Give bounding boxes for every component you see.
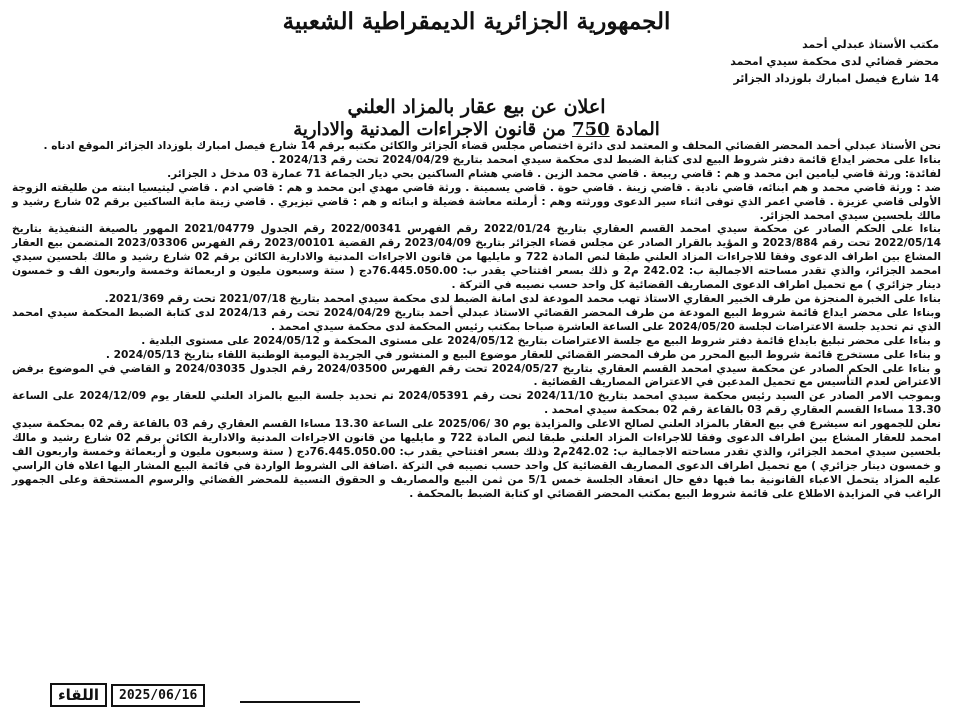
article-number: 750 xyxy=(572,119,610,140)
paragraph-deposit: بناءا على محضر ايداع قائمة دفتر شروط البيع لدى كتابة الضبط لدى محكمة سيدي امحمد بتاريخ 2024/04/29 تحت رقم 2024/13 . xyxy=(271,153,941,166)
paragraph-ruling: و بناءا على الحكم الصادر عن محكمة سيدي امحمد القسم العقاري بتاريخ 2024/05/27 تحت رقم الفهرس 2024/03500 رقم الجدول 2024/03035 و القاضي في الموضوع برفض الاعتراض لعدم التأسيس مع تحميل المدعين في الاعتراض المصاريف القضائية . xyxy=(12,362,941,389)
paragraph-publication: و بناءا على مستخرج قائمة شروط البيع المحرر من طرف المحضر القضائي للعقار موضوع البيع و المنشور في الجريدة اليومية الوطنية اللقاء بتاريخ 2024/05/13 . xyxy=(105,348,941,361)
newspaper-name: اللقاء xyxy=(50,683,107,707)
notice-title-line-2 xyxy=(0,119,953,141)
publication-date: 2025/06/16 xyxy=(111,684,205,707)
notice-title xyxy=(0,95,953,141)
republic-heading: الجمهورية الجزائرية الديمقراطية الشعبية xyxy=(282,8,671,35)
paragraph-beneficiaries: لفائدة: ورثة قاضي ليامين ابن محمد و هم : قاضي ربيعة . قاضي محمد الزين . قاضي هشام الساكنين بحي ديار الجماعة 71 عمارة 03 مدخل د الجزائر. xyxy=(167,167,941,180)
footer xyxy=(50,683,205,707)
footer-divider xyxy=(240,701,360,703)
paragraph-notification: و بناءا على محضر تبليغ بايداع قائمة دفتر شروط البيع مع جلسة الاعتراضات بتاريخ 2024/05/12 على مستوى المحكمة و 2024/05/12 على مستوى البلدية . xyxy=(141,334,941,347)
paragraph-against: ضد : ورثة قاضي محمد و هم ابنائه، قاضي نادية . قاضي زينة . قاضي حوة . قاضي يسمينة . ورثة قاضي مهدي ابن محمد و هم : قاضي ادم . قاضي ليتيسيا ابنته من طليقته الزوجة الأولى قاضي عزيزة . قاضي اعمر الذي توفى اثناء سير الدعوى وورثته وهم : أرملته معاشة فضيلة و ابنائه و هم : قاضي تيزيري . قاضي زينة مابة الساكنين برقم 02 شارع رشيد و مالك بلحسين سيدي امحمد الجزائر. xyxy=(12,181,941,222)
paragraph-announcement: نعلن للجمهور انه سيشرع في بيع العقار بالمزاد العلني لصالح الاعلى والمزايدة يوم 30 /2025/06 على الساعة 13.30 مساءا القسم العقاري رقم 03 بالقاعة رقم 02 بمحكمة سيدي امحمد للعقار المشاع بين اطراف الدعوى وفقا للاجراءات المزاد العلني طبقا لنص المادة 722 و مايليها من قانون الاجراءات المدنية والادارية الكائن برقم 02 شارع رشيد و مالك بلحسين سيدي امحمد الجزائر، والذي تقدر مساحته الاجمالية ب: 242.02م2 وذلك بسعر افتتاحي يقدر ب: 76.445.050.00دج ( ستة وسبعون مليون و أربعمائة وخمسة واربعون الف و خمسون دينار جزائري ) مع تحميل اطراف الدعوى المصاريف القضائية كل واحد حسب نصيبه في التركة .اضافة الى الشروط الواردة في قائمة البيع المشار اليها اعلاه فان الراسي عليه المزاد يتحمل الاعباء القانونية بما فيها دفع حال انعقاد الجلسة خمس 5/1 من ثمن البيع والمصاريف و الحقوق النسبية للمحضر القضائي والرسوم المستحقة وعلى الجمهور الراغب في المزايدة الاطلاع على قائمة شروط البيع بمكتب المحضر القضائي او كتابة الضبط بالمحكمة . xyxy=(12,418,941,500)
notice-body xyxy=(12,140,941,502)
paragraph-objections: وبناءا على محضر ايداع قائمة شروط البيع المودعة من طرف المحضر القضائي الاستاذ عبدلي أحمد بتاريخ 2024/04/29 تحت رقم 2024/13 لدى كتابة الضبط المحكمة سيدي امحمد الذي تم تحديد جلسة الاعتراضات لجلسة 2024/05/20 على الساعة العاشرة صباحا بمكتب رئيس المحكمة لدى محكمة سيدي امحمد . xyxy=(12,306,941,333)
paragraph-order: وبموجب الامر الصادر عن السيد رئيس محكمة سيدي امحمد بتاريخ 2024/11/10 تحت رقم 2024/05391 تم تحديد جلسة البيع بالمزاد العلني للعقار يوم 2024/12/09 على الساعة 13.30 مساءا القسم العقاري رقم 03 بالقاعة رقم 02 بمحكمة سيدي امحمد . xyxy=(12,390,941,417)
title-prefix: المادة xyxy=(615,119,660,140)
paragraph-intro: نحن الأستاذ عبدلي أحمد المحضر القضائي المحلف و المعتمد لدى دائرة اختصاص مجلس قضاء الجزائر والكائن مكتبه برقم 14 شارع فيصل امبارك بلوزداد الجزائر الموقع ادناه . xyxy=(43,140,941,152)
notice-title-line-1: اعلان عن بيع عقار بالمزاد العلني xyxy=(347,96,606,118)
paragraph-expertise: بناءا على الخبرة المنجزة من طرف الخبير العقاري الاستاذ تهب محمد المودعة لدى امانة الضبط لدى محكمة سيدي امحمد بتاريخ 2021/07/18 تحت رقم 2021/369. xyxy=(104,292,941,305)
office-line-2: محضر قضائي لدى محكمة سيدي امحمد xyxy=(730,55,939,68)
office-line-1: مكتب الأستاذ عبدلي أحمد xyxy=(802,38,939,51)
paragraph-judgment: بناءا على الحكم الصادر عن محكمة سيدي امحمد القسم العقاري بتاريخ 2022/01/24 رقم الفهرس 2022/00341 رقم الجدول 2021/04779 المهور بالصيغة التنفيذية بتاريخ 2022/05/14 تحت رقم 2023/884 و المؤيد بالقرار الصادر عن مجلس قضاء الجزائر بتاريخ 2023/04/09 رقم القضية 2023/00101 رقم الفهرس 2023/03306 المتضمن بيع العقار المشاع بين اطراف الدعوى وفقا للاجراءات المزاد العلني طبقا لنص المادة 722 و مايليها من قانون الاجراءات المدنية والادارية الكائن برقم 02 شارع رشيد و مالك بلحسين سيدي امحمد الجزائر، والذي تقدر مساحته الاجمالية ب: 242.02 م2 و ذلك بسعر افتتاحي يقدر ب: 76.445.050.00دج ( ستة وسبعون مليون و اربعمائة وخمسة واربعون الف و خمسون دينار جزائري ) مع تحميل اطراف الدعوى المصاريف القضائية كل واحد حسب نصيبه في التركة . xyxy=(12,223,942,292)
office-line-3: 14 شارع فيصل امبارك بلوزداد الجزائر xyxy=(733,72,939,85)
title-suffix: من قانون الاجراءات المدنية والادارية xyxy=(293,119,566,140)
bailiff-office-block xyxy=(519,36,939,87)
